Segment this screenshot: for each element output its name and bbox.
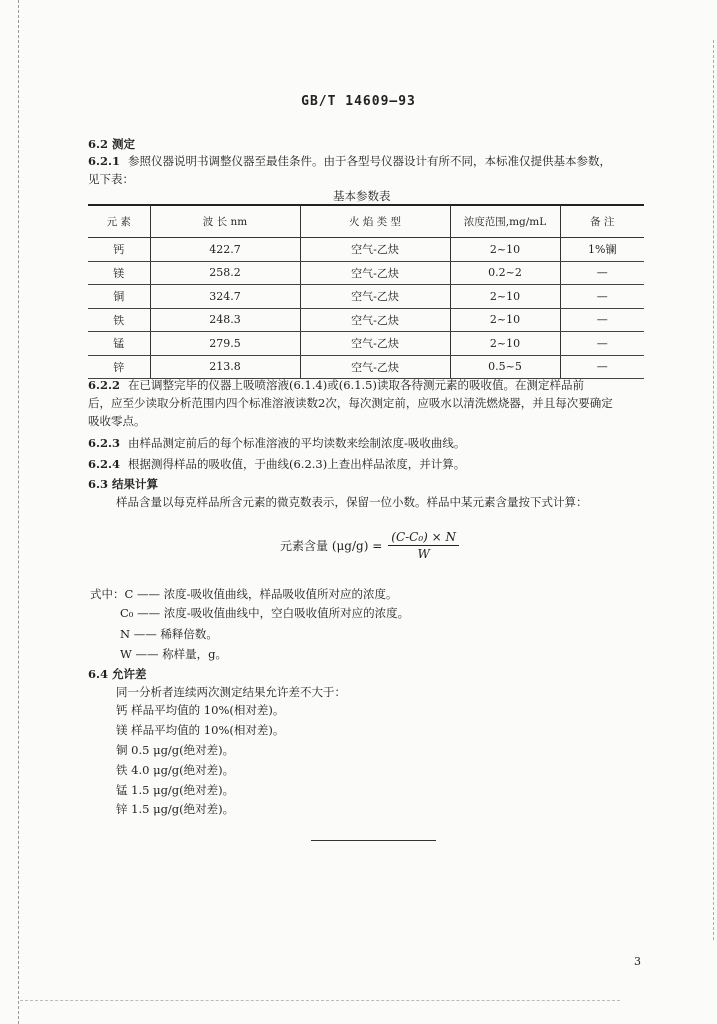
cell-remarks: 1%镧 bbox=[560, 238, 644, 262]
cell-remarks: — bbox=[560, 355, 644, 379]
tolerance-calcium: 钙 样品平均值的 10%(相对差)。 bbox=[116, 703, 285, 717]
section-6-2-3-text: 由样品测定前后的每个标准溶液的平均读数来绘制浓度-吸收曲线。 bbox=[128, 436, 466, 450]
scan-edge-right bbox=[713, 40, 714, 940]
cell-concentration: 0.2~2 bbox=[450, 261, 560, 285]
section-6-2-1-line1: 参照仪器说明书调整仪器至最佳条件。由于各型号仪器设计有所不同，本标准仅提供基本参数， bbox=[128, 154, 611, 168]
tolerance-zinc: 锌 1.5 μg/g(绝对差)。 bbox=[116, 802, 235, 816]
tolerance-copper: 铜 0.5 μg/g(绝对差)。 bbox=[116, 743, 235, 757]
cell-wavelength: 324.7 bbox=[150, 285, 300, 309]
cell-concentration: 2~10 bbox=[450, 285, 560, 309]
formula-denominator: W bbox=[417, 547, 430, 561]
scan-edge-left bbox=[18, 0, 19, 1024]
section-6-2-2-line2: 后，应至少读取分析范围内四个标准溶液读数2次，每次测定前，应吸水以清洗燃烧器，并且每次要确定 bbox=[88, 396, 613, 410]
section-6-2-2-number: 6.2.2 bbox=[88, 378, 121, 392]
section-6-2-2-line1: 在已调整完毕的仪器上吸喷溶液(6.1.4)或(6.1.5)读取各待测元素的吸收值。在测定样品前 bbox=[128, 378, 584, 392]
cell-concentration: 2~10 bbox=[450, 308, 560, 332]
tolerance-manganese: 锰 1.5 μg/g(绝对差)。 bbox=[116, 783, 235, 797]
cell-element: 铜 bbox=[88, 285, 150, 309]
cell-element: 钙 bbox=[88, 238, 150, 262]
cell-remarks: — bbox=[560, 308, 644, 332]
table-row bbox=[88, 285, 644, 309]
table-row bbox=[88, 355, 644, 379]
header-concentration-range: 浓度范围,mg/mL bbox=[450, 205, 560, 238]
cell-element: 镁 bbox=[88, 261, 150, 285]
end-of-text-rule bbox=[311, 840, 436, 841]
scan-edge-bottom bbox=[20, 1000, 620, 1001]
section-6-2-4-text: 根据测得样品的吸收值，于曲线(6.2.3)上查出样品浓度，并计算。 bbox=[128, 457, 466, 471]
cell-wavelength: 258.2 bbox=[150, 261, 300, 285]
cell-remarks: — bbox=[560, 285, 644, 309]
section-6-2-2-line3: 吸收零点。 bbox=[88, 414, 146, 428]
cell-concentration: 0.5~5 bbox=[450, 355, 560, 379]
section-6-3-title: 6.3 结果计算 bbox=[88, 477, 159, 491]
where-clause-c0: C₀ —— 浓度-吸收值曲线中，空白吸收值所对应的浓度。 bbox=[120, 606, 410, 620]
cell-flame-type: 空气-乙炔 bbox=[300, 261, 450, 285]
page-number: 3 bbox=[634, 955, 641, 968]
section-6-4-intro: 同一分析者连续两次测定结果允许差不大于： bbox=[116, 685, 346, 699]
tolerance-iron: 铁 4.0 μg/g(绝对差)。 bbox=[116, 763, 235, 777]
cell-element: 锰 bbox=[88, 332, 150, 356]
table-row bbox=[88, 332, 644, 356]
table-row bbox=[88, 238, 644, 262]
cell-wavelength: 248.3 bbox=[150, 308, 300, 332]
cell-wavelength: 422.7 bbox=[150, 238, 300, 262]
header-flame-type: 火 焰 类 型 bbox=[300, 205, 450, 238]
cell-element: 锌 bbox=[88, 355, 150, 379]
where-clause-c: 式中：C —— 浓度-吸收值曲线，样品吸收值所对应的浓度。 bbox=[90, 587, 398, 601]
section-6-3-text: 样品含量以每克样品所含元素的微克数表示，保留一位小数。样品中某元素含量按下式计算： bbox=[116, 495, 588, 509]
cell-flame-type: 空气-乙炔 bbox=[300, 285, 450, 309]
cell-flame-type: 空气-乙炔 bbox=[300, 308, 450, 332]
formula-lhs: 元素含量 (μg/g) = bbox=[280, 539, 383, 553]
section-6-2-4-number: 6.2.4 bbox=[88, 457, 121, 471]
header-element: 元 素 bbox=[88, 205, 150, 238]
section-6-2-1-number: 6.2.1 bbox=[88, 154, 121, 168]
cell-flame-type: 空气-乙炔 bbox=[300, 355, 450, 379]
formula-numerator: (C-C₀) × N bbox=[388, 530, 459, 546]
section-6-4-title: 6.4 允许差 bbox=[88, 667, 147, 681]
cell-concentration: 2~10 bbox=[450, 238, 560, 262]
table-row bbox=[88, 308, 644, 332]
basic-parameters-table bbox=[88, 205, 644, 379]
section-6-2-title: 6.2 测定 bbox=[88, 137, 136, 151]
table-header-row bbox=[88, 205, 644, 238]
section-6-2-1-line2: 见下表： bbox=[88, 172, 134, 186]
table-row bbox=[88, 261, 644, 285]
tolerance-magnesium: 镁 样品平均值的 10%(相对差)。 bbox=[116, 723, 285, 737]
cell-wavelength: 213.8 bbox=[150, 355, 300, 379]
where-clause-w: W —— 称样量，g。 bbox=[120, 647, 227, 661]
cell-remarks: — bbox=[560, 261, 644, 285]
section-6-2-3-number: 6.2.3 bbox=[88, 436, 121, 450]
formula-fraction bbox=[388, 530, 459, 561]
content-formula bbox=[280, 530, 459, 561]
cell-flame-type: 空气-乙炔 bbox=[300, 332, 450, 356]
cell-remarks: — bbox=[560, 332, 644, 356]
table-title: 基本参数表 bbox=[333, 189, 391, 203]
cell-concentration: 2~10 bbox=[450, 332, 560, 356]
header-wavelength: 波 长 nm bbox=[150, 205, 300, 238]
header-remarks: 备 注 bbox=[560, 205, 644, 238]
cell-element: 铁 bbox=[88, 308, 150, 332]
cell-flame-type: 空气-乙炔 bbox=[300, 238, 450, 262]
where-clause-n: N —— 稀释倍数。 bbox=[120, 627, 218, 641]
standard-number-header: GB/T 14609—93 bbox=[301, 94, 416, 109]
cell-wavelength: 279.5 bbox=[150, 332, 300, 356]
